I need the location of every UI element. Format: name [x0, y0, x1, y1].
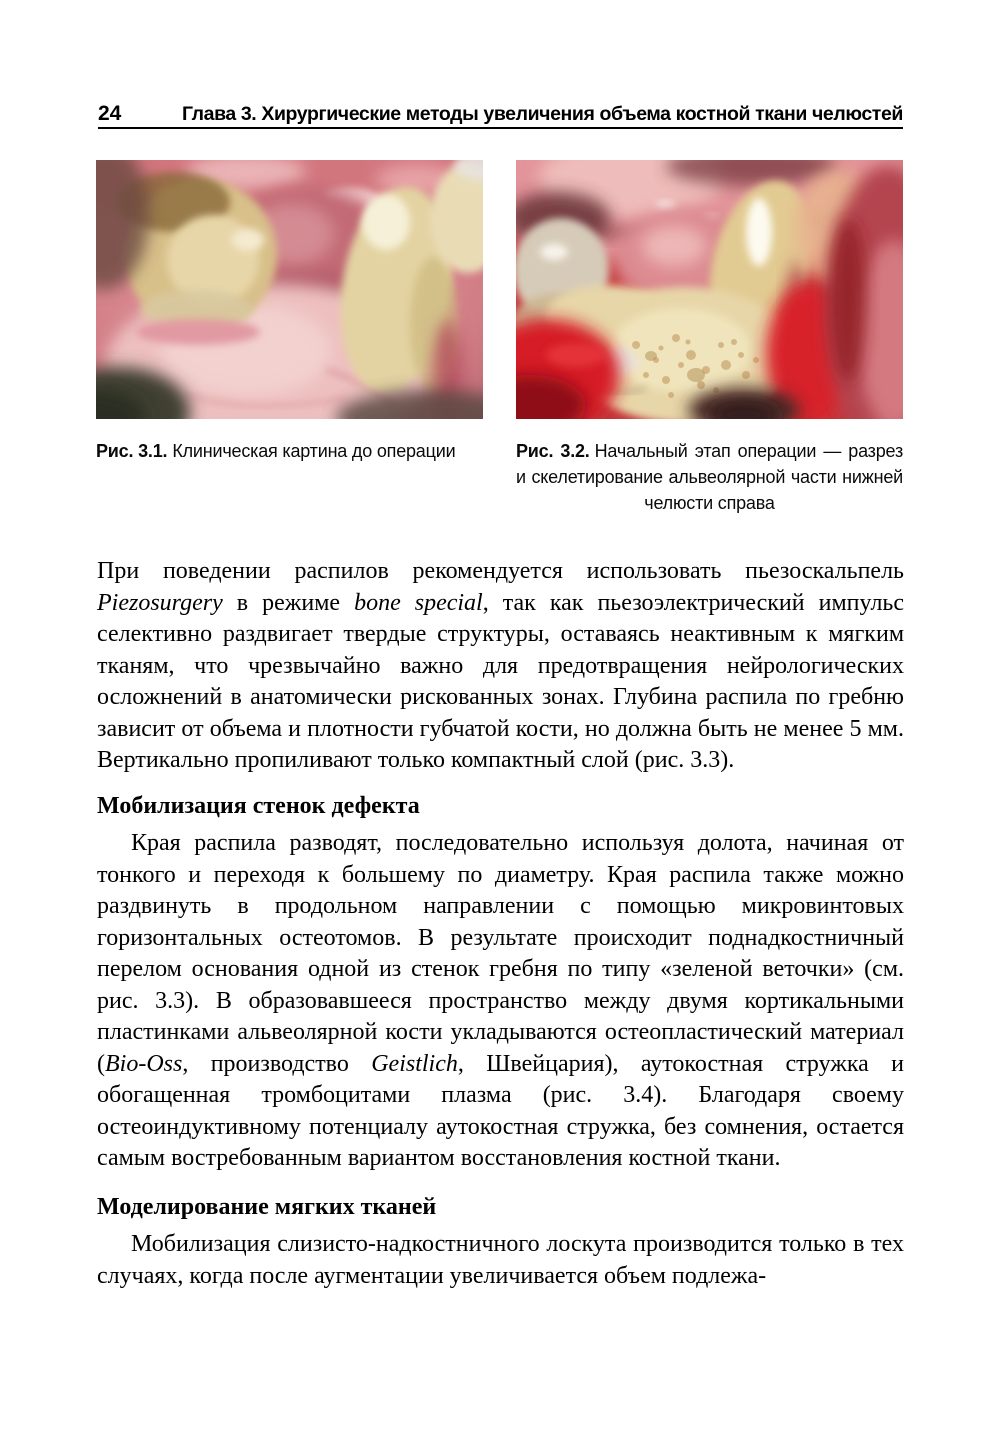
figure-3-1 — [96, 160, 483, 464]
figure-3-2-label: Рис. 3.2. — [516, 441, 590, 461]
running-head: Глава 3. Хирургические методы увеличения объема костной ткани челюстей — [181, 103, 903, 125]
paragraph-soft-tissue: Мобилизация слизисто-надкостничного лоскута производится только в тех случаях, когда после аугментации увеличивается объем подлежа- — [97, 1231, 904, 1289]
surgical-photo-incision — [516, 160, 903, 419]
section-heading-defect-walls: Мобилизация стенок дефекта — [97, 792, 420, 819]
paragraph-piezosurgery: При поведении распилов рекомендуется использовать пьезоскальпель Piezosurgery в режиме bone special, так как пьезоэлектрический импульс селективно раздвигает твердые структуры, оставаясь неактивным к мягким тканям, что чрезвычайно важно для предотвращения нейрологических осложнений в анатомически рискованных зонах. Глубина распила по гребню зависит от объема и плотности губчатой кости, но должна быть не менее 5 мм. Вертикально пропиливают только компактный слой (рис. 3.3). — [97, 558, 905, 773]
figure-3-1-label: Рис. 3.1. — [96, 441, 168, 461]
body-text-column — [97, 556, 904, 1292]
figure-3-2-caption — [516, 438, 903, 516]
header-rule — [98, 127, 903, 129]
clinical-photo-before-operation — [96, 160, 483, 419]
figure-3-1-caption — [96, 438, 483, 464]
section-heading-soft-tissue: Моделирование мягких тканей — [97, 1193, 437, 1220]
page-number: 24 — [98, 102, 122, 125]
paragraph-mobilization: Края распила разводят, последовательно используя долота, начиная от тонкого и переходя к большему по диаметру. Края распила также можно раздвинуть в продольном направлении с помощью микровинтовых горизонтальных остеотомов. В результате происходит поднадкостничный перелом основания одной из стенок гребня по типу «зеленой веточки» (см. рис. 3.3). В образовавшееся пространство между двумя кортикальными пластинками альвеолярной кости укладываются остеопластический материал (Bio-Oss, производство Geistlich, Швейцария), аутокостная стружка и обогащенная тромбоцитами плазма (рис. 3.4). Благодаря своему остеоиндуктивному потенциалу аутокостная стружка, без сомнения, остается самым востребованным вариантом восстановления костной ткани. — [97, 830, 904, 1171]
figure-3-1-caption-text: Клиническая картина до операции — [172, 441, 456, 461]
figure-3-2-caption-text: Начальный этап операции — разрез и скелетирование альвеолярной части нижней челюсти справа — [516, 441, 904, 513]
figure-3-2 — [516, 160, 903, 516]
